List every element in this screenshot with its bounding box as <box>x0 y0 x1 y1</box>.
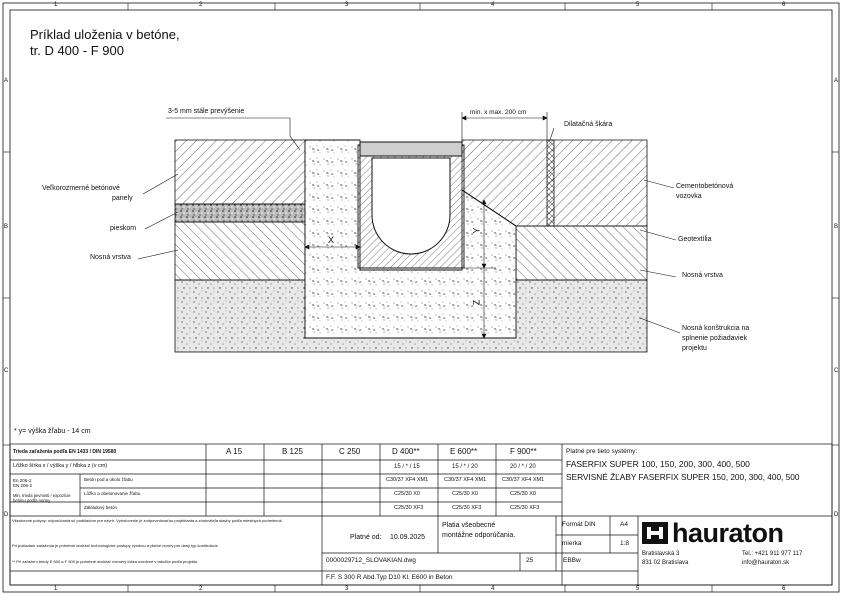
bottom-spec: F.F. S 300 R Abd.Typ D10 Kl. E600 in Beton <box>326 574 453 581</box>
class-b125: B 125 <box>282 447 303 456</box>
format-value: A4 <box>620 521 628 528</box>
drawing-title-line2: tr. D 400 - F 900 <box>30 43 124 58</box>
grating <box>360 142 462 156</box>
col-marker-4-bottom: 4 <box>491 586 495 592</box>
system-1: FASERFIX SUPER 100, 150, 200, 300, 400, 500 <box>566 459 750 469</box>
row-a-f900: C30/37 XF4 XM1 <box>502 477 545 483</box>
address-line2: 831 02 Bratislava <box>642 560 689 566</box>
col-marker-5-bottom: 5 <box>636 586 640 592</box>
col-marker-6-bottom: 6 <box>782 586 786 592</box>
label-base-right: Nosná vrstva <box>682 272 723 279</box>
col-marker-3: 3 <box>345 2 349 8</box>
sheet-code: EBBw <box>563 557 581 564</box>
file-name: 0000029712_SLOVAKIAN.dwg <box>326 557 416 564</box>
brand-wordmark: hauraton <box>672 518 784 548</box>
row-marker-c: C <box>4 368 9 374</box>
dim-y-label: Y <box>471 227 482 234</box>
label-cement-line2: vozovka <box>676 193 702 200</box>
col-marker-3-bottom: 3 <box>345 586 349 592</box>
class-header: Trieda zaťaženia podľa EN 1433 / DIN 19580 <box>13 449 117 455</box>
legal-3: ** Pri zaťažení triedy E 600 a F 900 je potrebné dodržať rozmery lôžka uvedené v tabuľke podľa projektu. <box>12 559 199 564</box>
label-cement-line1: Cementobetónová <box>676 183 734 190</box>
norm-label: Min. trieda pevnosti / expozície betónu podľa normy <box>13 493 71 503</box>
dims-f900: 20 / * / 20 <box>510 464 536 470</box>
row-a-label: Betón pod a okolo žľabu <box>84 477 133 482</box>
drawing-title-line1: Príklad uloženia v betóne, <box>30 27 180 42</box>
concrete-panel-left <box>175 140 305 204</box>
systems-heading: Platné pre tieto systémy: <box>566 448 638 455</box>
dim-z-label: Z <box>471 299 482 306</box>
label-sand: pieskom <box>110 225 137 232</box>
dim-x-label: X <box>328 235 335 245</box>
label-overhang: 3-5 mm stále prevýšenie <box>168 108 245 115</box>
dims-d400: 15 / * / 15 <box>394 464 420 470</box>
channel-cavity <box>372 158 450 254</box>
class-e600: E 600** <box>450 447 478 456</box>
note-line2: montážne odporúčania. <box>442 532 516 539</box>
email: info@hauraton.sk <box>742 560 790 566</box>
row-b-e600: C25/30 X0 <box>452 491 478 497</box>
scale-value: 1:8 <box>620 540 630 547</box>
note-line1: Platia všeobecné <box>442 522 496 529</box>
label-subgrade-line3: projektu <box>682 345 707 352</box>
system-2: SERVISNÉ ŽĽABY FASERFIX SUPER 150, 200, 300, 400, 500 <box>566 472 800 482</box>
class-f900: F 900** <box>510 447 537 456</box>
expansion-joint <box>547 140 554 226</box>
label-minmax: min. x max. 200 cm <box>470 109 527 116</box>
col-marker-1: 1 <box>54 2 58 8</box>
class-a15: A 15 <box>226 447 243 456</box>
address-line1: Bratislavská 3 <box>642 551 680 557</box>
row-marker-a: A <box>4 78 9 84</box>
row-c-e600: C25/30 XF3 <box>452 505 482 511</box>
row-marker-c-right: C <box>834 368 839 374</box>
row-a-d400: C30/37 XF4 XM1 <box>386 477 429 483</box>
col-marker-5: 5 <box>636 2 640 8</box>
col-marker-2-bottom: 2 <box>199 586 203 592</box>
class-c250: C 250 <box>339 447 361 456</box>
label-subgrade-line2: splnenie požiadaviek <box>682 335 747 342</box>
format-label: Formát DIN <box>562 521 596 528</box>
row-b-label: Lôžko a obetonovanie žľabu <box>84 491 141 496</box>
dim-minmax <box>462 109 547 142</box>
col-marker-2: 2 <box>199 2 203 8</box>
row-c-label: Základový betón <box>84 505 118 510</box>
row-marker-b-right: B <box>834 224 839 230</box>
label-expansion-joint: Dilatačná škára <box>564 121 613 128</box>
page-number: 25 <box>526 557 534 564</box>
label-panels-line2: panely <box>112 195 133 202</box>
legal-1: Všeobecné pokyny: odporúčania sú podkladom pre návrh. Vyhotovenie je zodpovednosťou projektanta a zhotoviteľa stavby podľa miestnych podmienok. <box>12 518 283 523</box>
col-marker-1-bottom: 1 <box>54 586 58 592</box>
scale-label: mierka <box>562 540 582 547</box>
row-marker-d: D <box>4 512 9 518</box>
row-b-f900: C25/30 X0 <box>510 491 536 497</box>
dims-label: Lôžko šírka x / výška y / hĺbka z (v cm) <box>13 463 108 469</box>
row-marker-d-right: D <box>834 512 839 518</box>
phone: Tel.: +421 911 977 117 <box>742 551 803 557</box>
footnote: * y= výška žľabu - 14 cm <box>14 428 91 435</box>
valid-label: Platné od: <box>350 534 382 541</box>
label-panels-line1: Veľkorozmerné betónové <box>42 185 120 192</box>
hauraton-logo-icon <box>642 522 668 544</box>
norm-left: En 206-1: EN 206-2 <box>13 478 33 489</box>
label-base-left: Nosná vrstva <box>90 254 131 261</box>
class-d400: D 400** <box>392 447 420 456</box>
label-geotextile: Geotextília <box>678 236 712 243</box>
dims-e600: 15 / * / 20 <box>452 464 478 470</box>
col-marker-4: 4 <box>491 2 495 8</box>
row-c-f900: C25/30 XF3 <box>510 505 540 511</box>
row-b-d400: C25/30 X0 <box>394 491 420 497</box>
legal-2: Pri pokladaní zaťaženia je potrebné dodržať technologické postupy výrobcu a platné normy pre daný typ konštrukcie. <box>12 543 219 548</box>
row-c-d400: C25/30 XF3 <box>394 505 424 511</box>
label-subgrade-line1: Nosná konštrukcia na <box>682 325 750 332</box>
base-layer-left <box>175 222 305 280</box>
sand-bed <box>175 204 305 222</box>
base-layer-right <box>516 226 647 280</box>
row-marker-a-right: A <box>834 78 839 84</box>
valid-date: 10.09.2025 <box>390 534 426 541</box>
row-a-e600: C30/37 XF4 XM1 <box>444 477 487 483</box>
row-marker-b: B <box>4 224 9 230</box>
col-marker-6: 6 <box>782 2 786 8</box>
